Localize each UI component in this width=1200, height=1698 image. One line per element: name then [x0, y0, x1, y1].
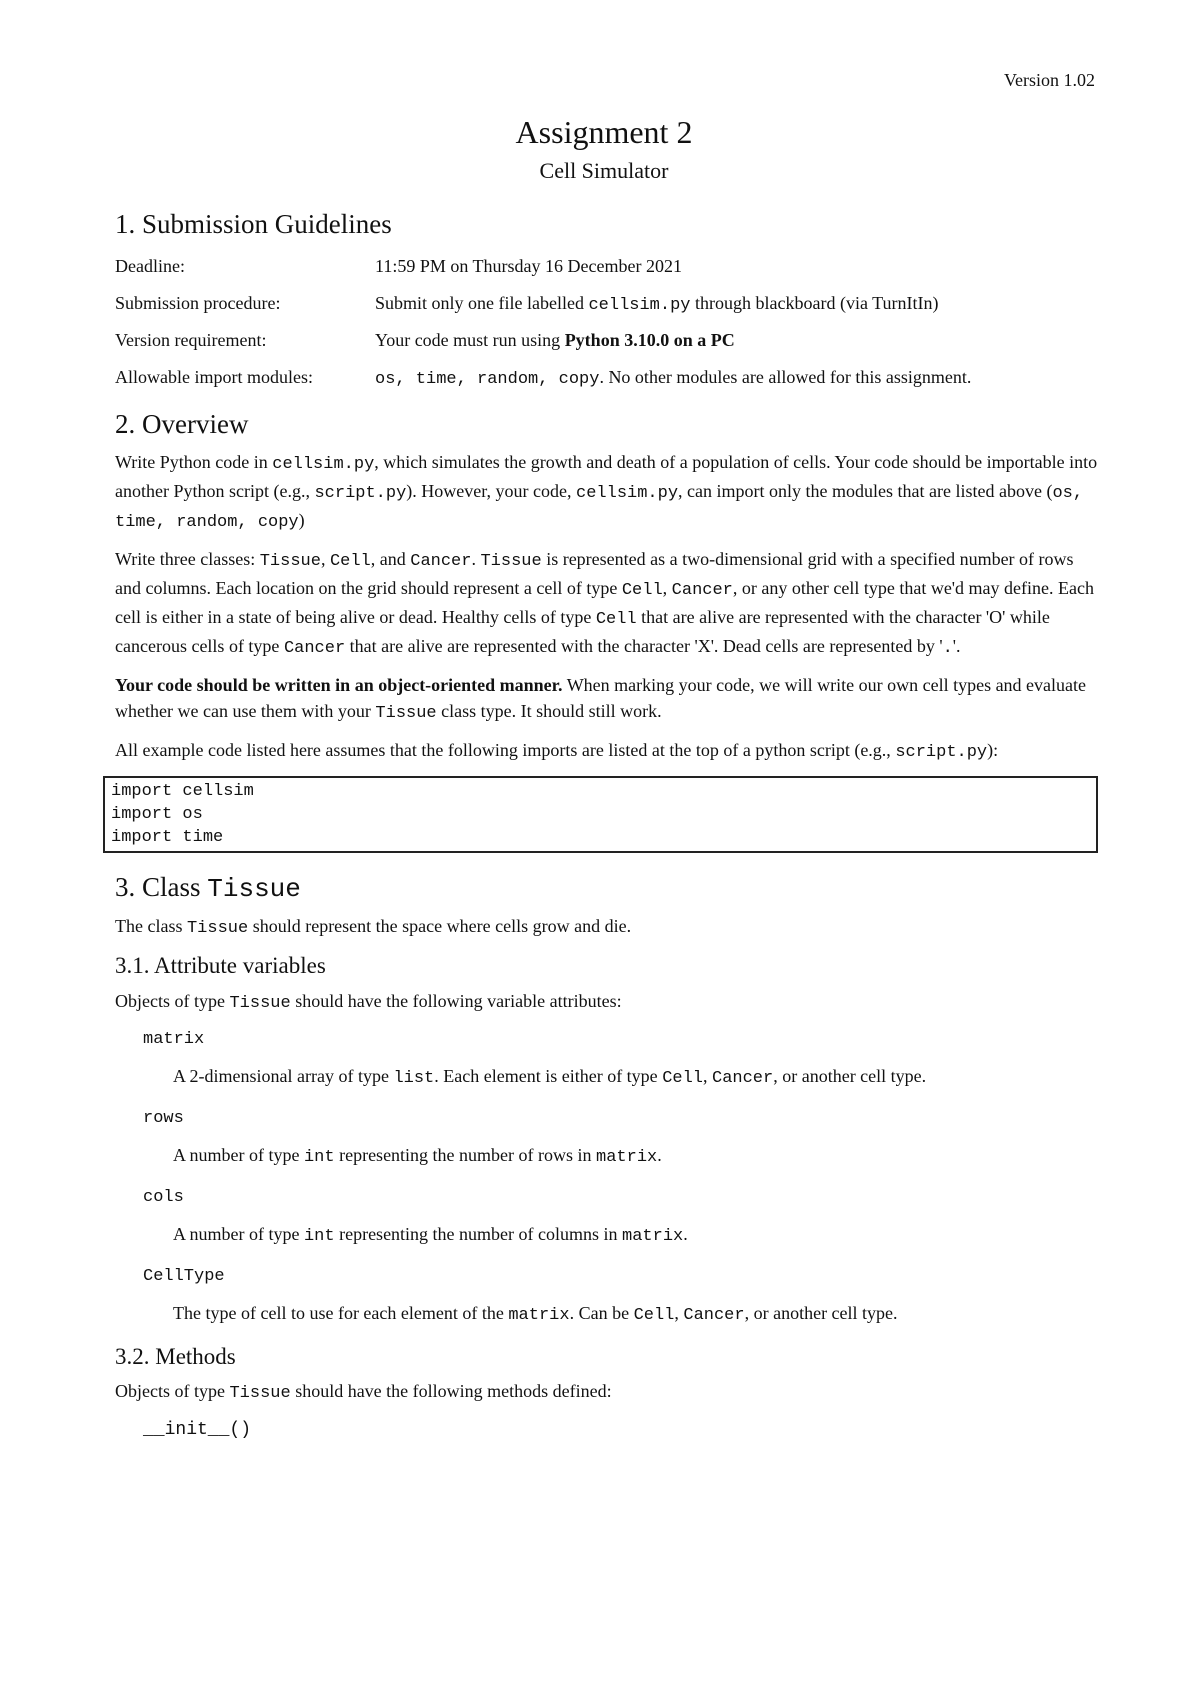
guideline-value: 11:59 PM on Thursday 16 December 2021: [375, 256, 682, 277]
attribute-desc-celltype: The type of cell to use for each element of the matrix. Can be Cell, Cancer, or another cell type.: [173, 1302, 898, 1325]
guideline-value: Submit only one file labelled cellsim.py through blackboard (via TurnItIn): [375, 292, 939, 315]
methods-intro: Objects of type Tissue should have the following methods defined:: [115, 1381, 612, 1404]
code-line: import os: [111, 804, 203, 824]
import-code-block: [103, 776, 1098, 853]
method-name-init: __init__(): [143, 1420, 252, 1441]
attribute-desc-rows: A number of type int representing the number of rows in matrix.: [173, 1144, 662, 1167]
code-line: import time: [111, 827, 224, 847]
attribute-name-cols: cols: [143, 1187, 184, 1207]
guideline-row-version: [115, 322, 1100, 359]
class-tissue-intro: The class Tissue should represent the space where cells grow and die.: [115, 915, 632, 938]
attribute-desc-cols: A number of type int representing the number of columns in matrix.: [173, 1223, 688, 1246]
attribute-desc-matrix: A 2-dimensional array of type list. Each element is either of type Cell, Cancer, or another cell type.: [173, 1065, 927, 1088]
version-label: Version 1.02: [1004, 70, 1095, 90]
section-heading-submission: 1. Submission Guidelines: [115, 209, 392, 239]
overview-paragraph-4: All example code listed here assumes that the following imports are listed at the top of a python script (e.g., script.py):: [115, 739, 999, 762]
overview-paragraph-2: Write three classes: Tissue, Cell, and Cancer. Tissue is represented as a two-dimensional grid with a specified number of rows and columns. Each location on the grid should represent a cell of type Cell, Cancer, or any other cell type that we'd may define. Each cell is either in a state of being alive or dead. Healthy cells of type Cell that are alive are represented with the character 'O' while cancerous cells of type Cancer that are alive are represented with the character 'X'. Dead cells are represented by '.'.: [115, 548, 1094, 658]
guideline-label: Version requirement:: [115, 330, 267, 351]
overview-paragraph-1: Write Python code in cellsim.py, which simulates the growth and death of a population of cells. Your code should be importable into another Python script (e.g., script.py). However, your code, cellsim.py, can import only the modules that are listed above (os, time, random, copy): [115, 451, 1098, 532]
attribute-name-rows: rows: [143, 1108, 184, 1128]
document-subtitle: Cell Simulator: [539, 158, 669, 183]
overview-paragraph-3: Your code should be written in an object-oriented manner. When marking your code, we will write our own cell types and evaluate whether we can use them with your Tissue class type. It should still work.: [115, 674, 1087, 723]
guideline-label: Deadline:: [115, 256, 185, 277]
attribute-name-matrix: matrix: [143, 1029, 205, 1049]
guideline-row-procedure: [115, 285, 1100, 322]
document-content: [111, 208, 1100, 1453]
subsection-heading-attributes: 3.1. Attribute variables: [115, 952, 326, 978]
subsection-heading-methods: 3.2. Methods: [115, 1343, 236, 1369]
document-title: Assignment 2: [515, 114, 693, 150]
guideline-row-deadline: [115, 248, 1100, 285]
section-heading-class-tissue: 3. Class Tissue: [115, 871, 301, 904]
section-heading-overview: 2. Overview: [115, 409, 249, 440]
guidelines-table: [115, 248, 1100, 396]
code-line: import cellsim: [111, 781, 254, 801]
guideline-row-imports: [115, 359, 1100, 396]
attributes-intro: Objects of type Tissue should have the following variable attributes:: [115, 990, 622, 1013]
guideline-value: Your code must run using Python 3.10.0 on a PC: [375, 330, 735, 351]
guideline-label: Allowable import modules:: [115, 367, 313, 388]
guideline-label: Submission procedure:: [115, 293, 281, 314]
guideline-value: os, time, random, copy. No other modules are allowed for this assignment.: [375, 366, 972, 389]
attribute-name-celltype: CellType: [143, 1266, 225, 1286]
